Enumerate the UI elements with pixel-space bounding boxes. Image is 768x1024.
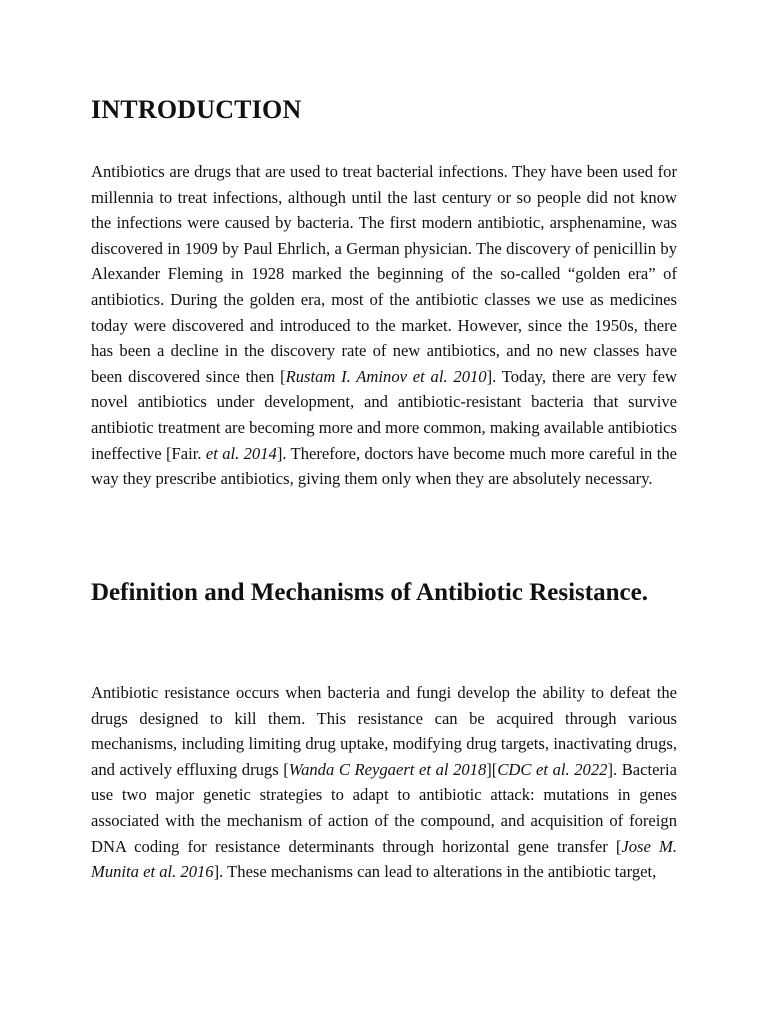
text-run: ]. Today, there are very few novel antibiotics under development, and antibiotic-resistant bacteria that survive antibiotic treatment are becoming more and more common, making available antibiotics ineffective [Fair. [91, 366, 678, 463]
resistance-heading: Definition and Mechanisms of Antibiotic Resistance. [91, 579, 648, 606]
text-run: Antibiotics are drugs that are used to treat bacterial infections. They have been used for millennia to treat infections, although until the last century or so people did not know the infections were caused by bacteria. The first modern antibiotic, arsphenamine, was discovered in 1909 by Paul Ehrlich, a German physician. The discovery of penicillin by Alexander Fleming in 1928 marked the beginning of the so-called “golden era” of antibiotics. During the golden era, most of the antibiotic classes we use as medicines today were discovered and introduced to the market. However, since the 1950s, there has been a decline in the discovery rate of new antibiotics, and no new classes have been discovered since then [ [91, 162, 677, 386]
introduction-paragraph [91, 159, 677, 492]
citation-italic: Wanda C Reygaert et al 2018 [288, 759, 487, 779]
text-run: ]. These mechanisms can lead to alterations in the antibiotic target, [213, 862, 657, 882]
text-run: ]. Therefore, doctors have become much more careful in the way they prescribe antibiotics, giving them only when they are absolutely necessary. [91, 443, 677, 489]
citation-italic: Rustam I. Aminov et al. 2010 [285, 366, 487, 386]
citation-italic: CDC et al. 2022 [497, 759, 608, 779]
text-run: ]. Bacteria use two major genetic strategies to adapt to antibiotic attack: mutations in genes associated with the mechanism of action of the compound, and acquisition of foreign DNA coding for resistance determinants through horizontal gene transfer [ [91, 759, 677, 856]
resistance-paragraph [91, 680, 677, 885]
citation-italic: et al. 2014 [205, 443, 277, 463]
text-run: ][ [486, 759, 498, 779]
introduction-heading: INTRODUCTION [91, 95, 302, 124]
citation-italic: Jose M. Munita et al. 2016 [91, 836, 677, 882]
text-run: Antibiotic resistance occurs when bacteria and fungi develop the ability to defeat the drugs designed to kill them. This resistance can be acquired through various mechanisms, including limiting drug uptake, modifying drug targets, inactivating drugs, and actively effluxing drugs [ [91, 683, 677, 779]
